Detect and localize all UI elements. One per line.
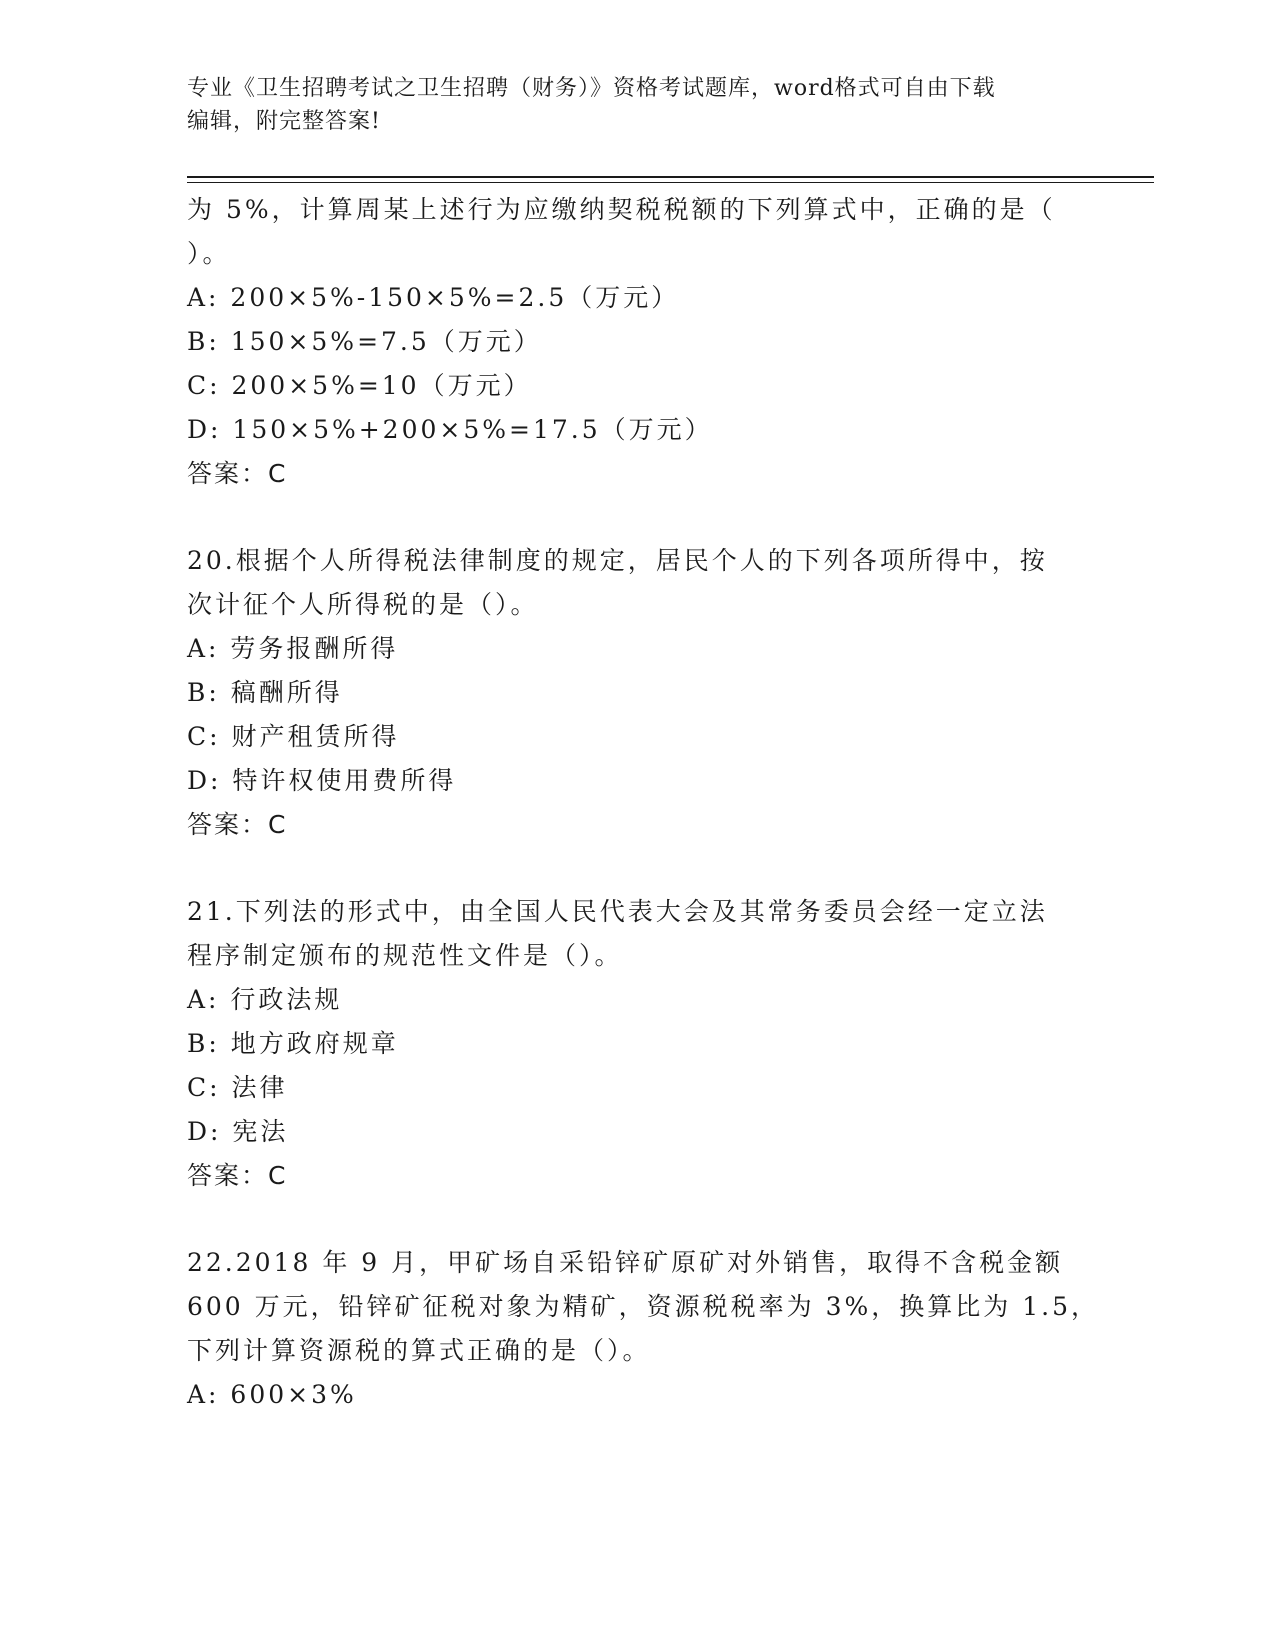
question-stem: 次计征个人所得税的是（）。 [187,590,539,619]
question-stem: 程序制定颁布的规范性文件是（）。 [187,941,623,970]
question-stem: 22.2018 年 9 月，甲矿场自采铅锌矿原矿对外销售，取得不含税金额 [187,1248,1064,1277]
header-divider-thin [187,182,1154,183]
option-d: D: 150×5%+200×5%=17.5（万元） [187,415,713,444]
option-a: A: 行政法规 [187,985,343,1014]
question-stem: 下列计算资源税的算式正确的是（）。 [187,1336,651,1365]
document-header [187,72,1087,138]
question-list [187,188,1099,1417]
answer: 答案：C [187,459,288,488]
question-20 [187,539,1087,847]
option-b: B: 150×5%=7.5（万元） [187,327,542,356]
question-22 [187,1241,1099,1417]
option-c: C: 200×5%=10（万元） [187,371,532,400]
option-a: A: 600×3% [187,1380,357,1409]
question-stem: 为 5%，计算周某上述行为应缴纳契税税额的下列算式中，正确的是（ [187,195,1056,224]
option-b: B: 稿酬所得 [187,678,343,707]
question-stem: 20.根据个人所得税法律制度的规定，居民个人的下列各项所得中，按 [187,546,1048,575]
question-stem: ）。 [187,239,231,268]
header-title-line-2: 编辑，附完整答案! [187,109,381,134]
option-d: D: 宪法 [187,1117,289,1146]
question-19 [187,188,1087,496]
answer: 答案：C [187,1161,288,1190]
answer: 答案：C [187,810,288,839]
option-c: C: 法律 [187,1073,288,1102]
question-21 [187,890,1087,1198]
option-a: A: 劳务报酬所得 [187,634,399,663]
option-a: A: 200×5%-150×5%=2.5（万元） [187,283,680,312]
question-stem: 21.下列法的形式中，由全国人民代表大会及其常务委员会经一定立法 [187,897,1048,926]
header-divider [187,176,1154,178]
option-c: C: 财产租赁所得 [187,722,400,751]
header-title-line: 专业《卫生招聘考试之卫生招聘（财务）》资格考试题库，word格式可自由下载 [187,76,996,101]
question-stem: 600 万元，铅锌矿征税对象为精矿，资源税税率为 3%，换算比为 1.5， [187,1292,1099,1321]
option-b: B: 地方政府规章 [187,1029,399,1058]
option-d: D: 特许权使用费所得 [187,766,457,795]
